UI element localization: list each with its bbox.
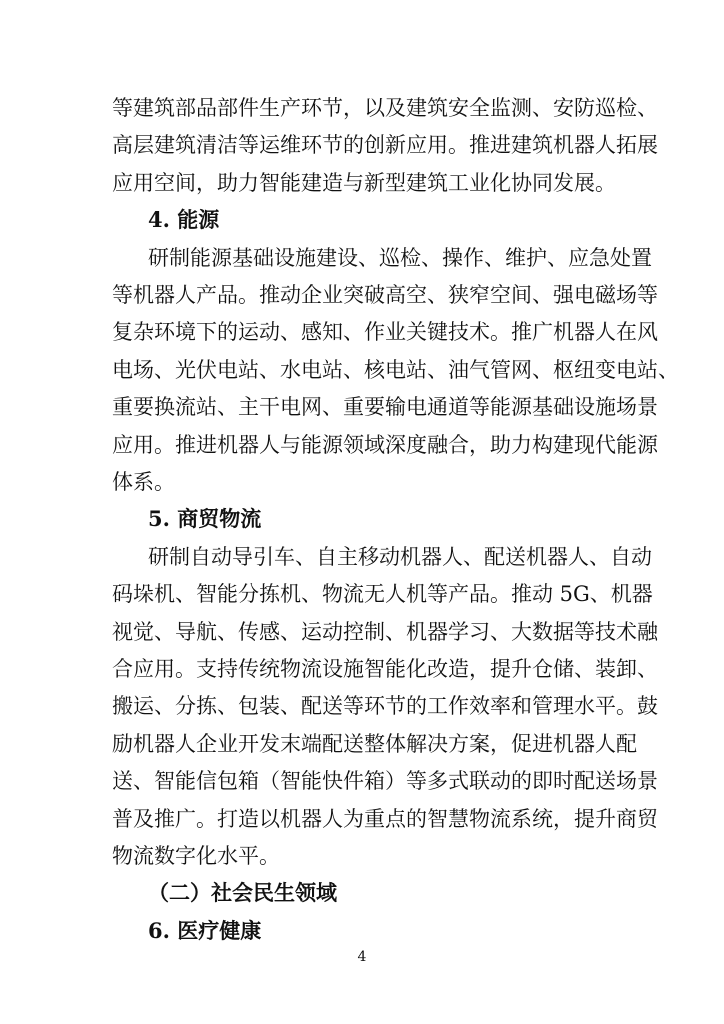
section-heading: 4. 能源 (148, 207, 220, 233)
body-line: 等机器人产品。推动企业突破高空、狭窄空间、强电磁场等 (112, 283, 658, 307)
body-line: 研制自动导引车、自主移动机器人、配送机器人、自动 (148, 544, 652, 569)
body-line: 应用空间，助力智能建造与新型建筑工业化协同发展。 (112, 170, 616, 195)
body-line: 重要换流站、主干电网、重要输电通道等能源基础设施场景 (112, 395, 658, 420)
section-heading: 6. 医疗健康 (148, 917, 262, 943)
body-line: 搬运、分拣、包装、配送等环节的工作效率和管理水平。鼓 (112, 694, 658, 719)
body-line: 物流数字化水平。 (112, 844, 280, 868)
body-line: 复杂环境下的运动、感知、作业关键技术。推广机器人在风 (112, 320, 658, 345)
body-line: 研制能源基础设施建设、巡检、操作、维护、应急处置 (148, 245, 652, 270)
body-line: 应用。推进机器人与能源领域深度融合，助力构建现代能源 (112, 432, 658, 457)
body-line: 励机器人企业开发末端配送整体解决方案，促进机器人配 (112, 731, 637, 756)
body-line: 电场、光伏电站、水电站、核电站、油气管网、枢纽变电站、 (112, 357, 679, 382)
body-line: 送、智能信包箱（智能快件箱）等多式联动的即时配送场景 (112, 769, 658, 794)
body-line: 合应用。支持传统物流设施智能化改造，提升仓储、装卸、 (112, 657, 658, 681)
section-heading: （二）社会民生领域 (148, 880, 337, 906)
body-line: 视觉、导航、传感、运动控制、机器学习、大数据等技术融 (112, 619, 658, 644)
section-heading: 5. 商贸物流 (148, 506, 262, 532)
body-line: 等建筑部品部件生产环节，以及建筑安全监测、安防巡检、 (112, 96, 658, 120)
body-line: 高层建筑清洁等运维环节的创新应用。推进建筑机器人拓展 (112, 133, 658, 158)
body-line: 码垛机、智能分拣机、物流无人机等产品。推动 5G、机器 (112, 582, 653, 607)
body-line: 体系。 (112, 470, 175, 494)
body-line: 普及推广。打造以机器人为重点的智慧物流系统，提升商贸 (112, 806, 658, 831)
page-number: 4 (357, 949, 367, 965)
